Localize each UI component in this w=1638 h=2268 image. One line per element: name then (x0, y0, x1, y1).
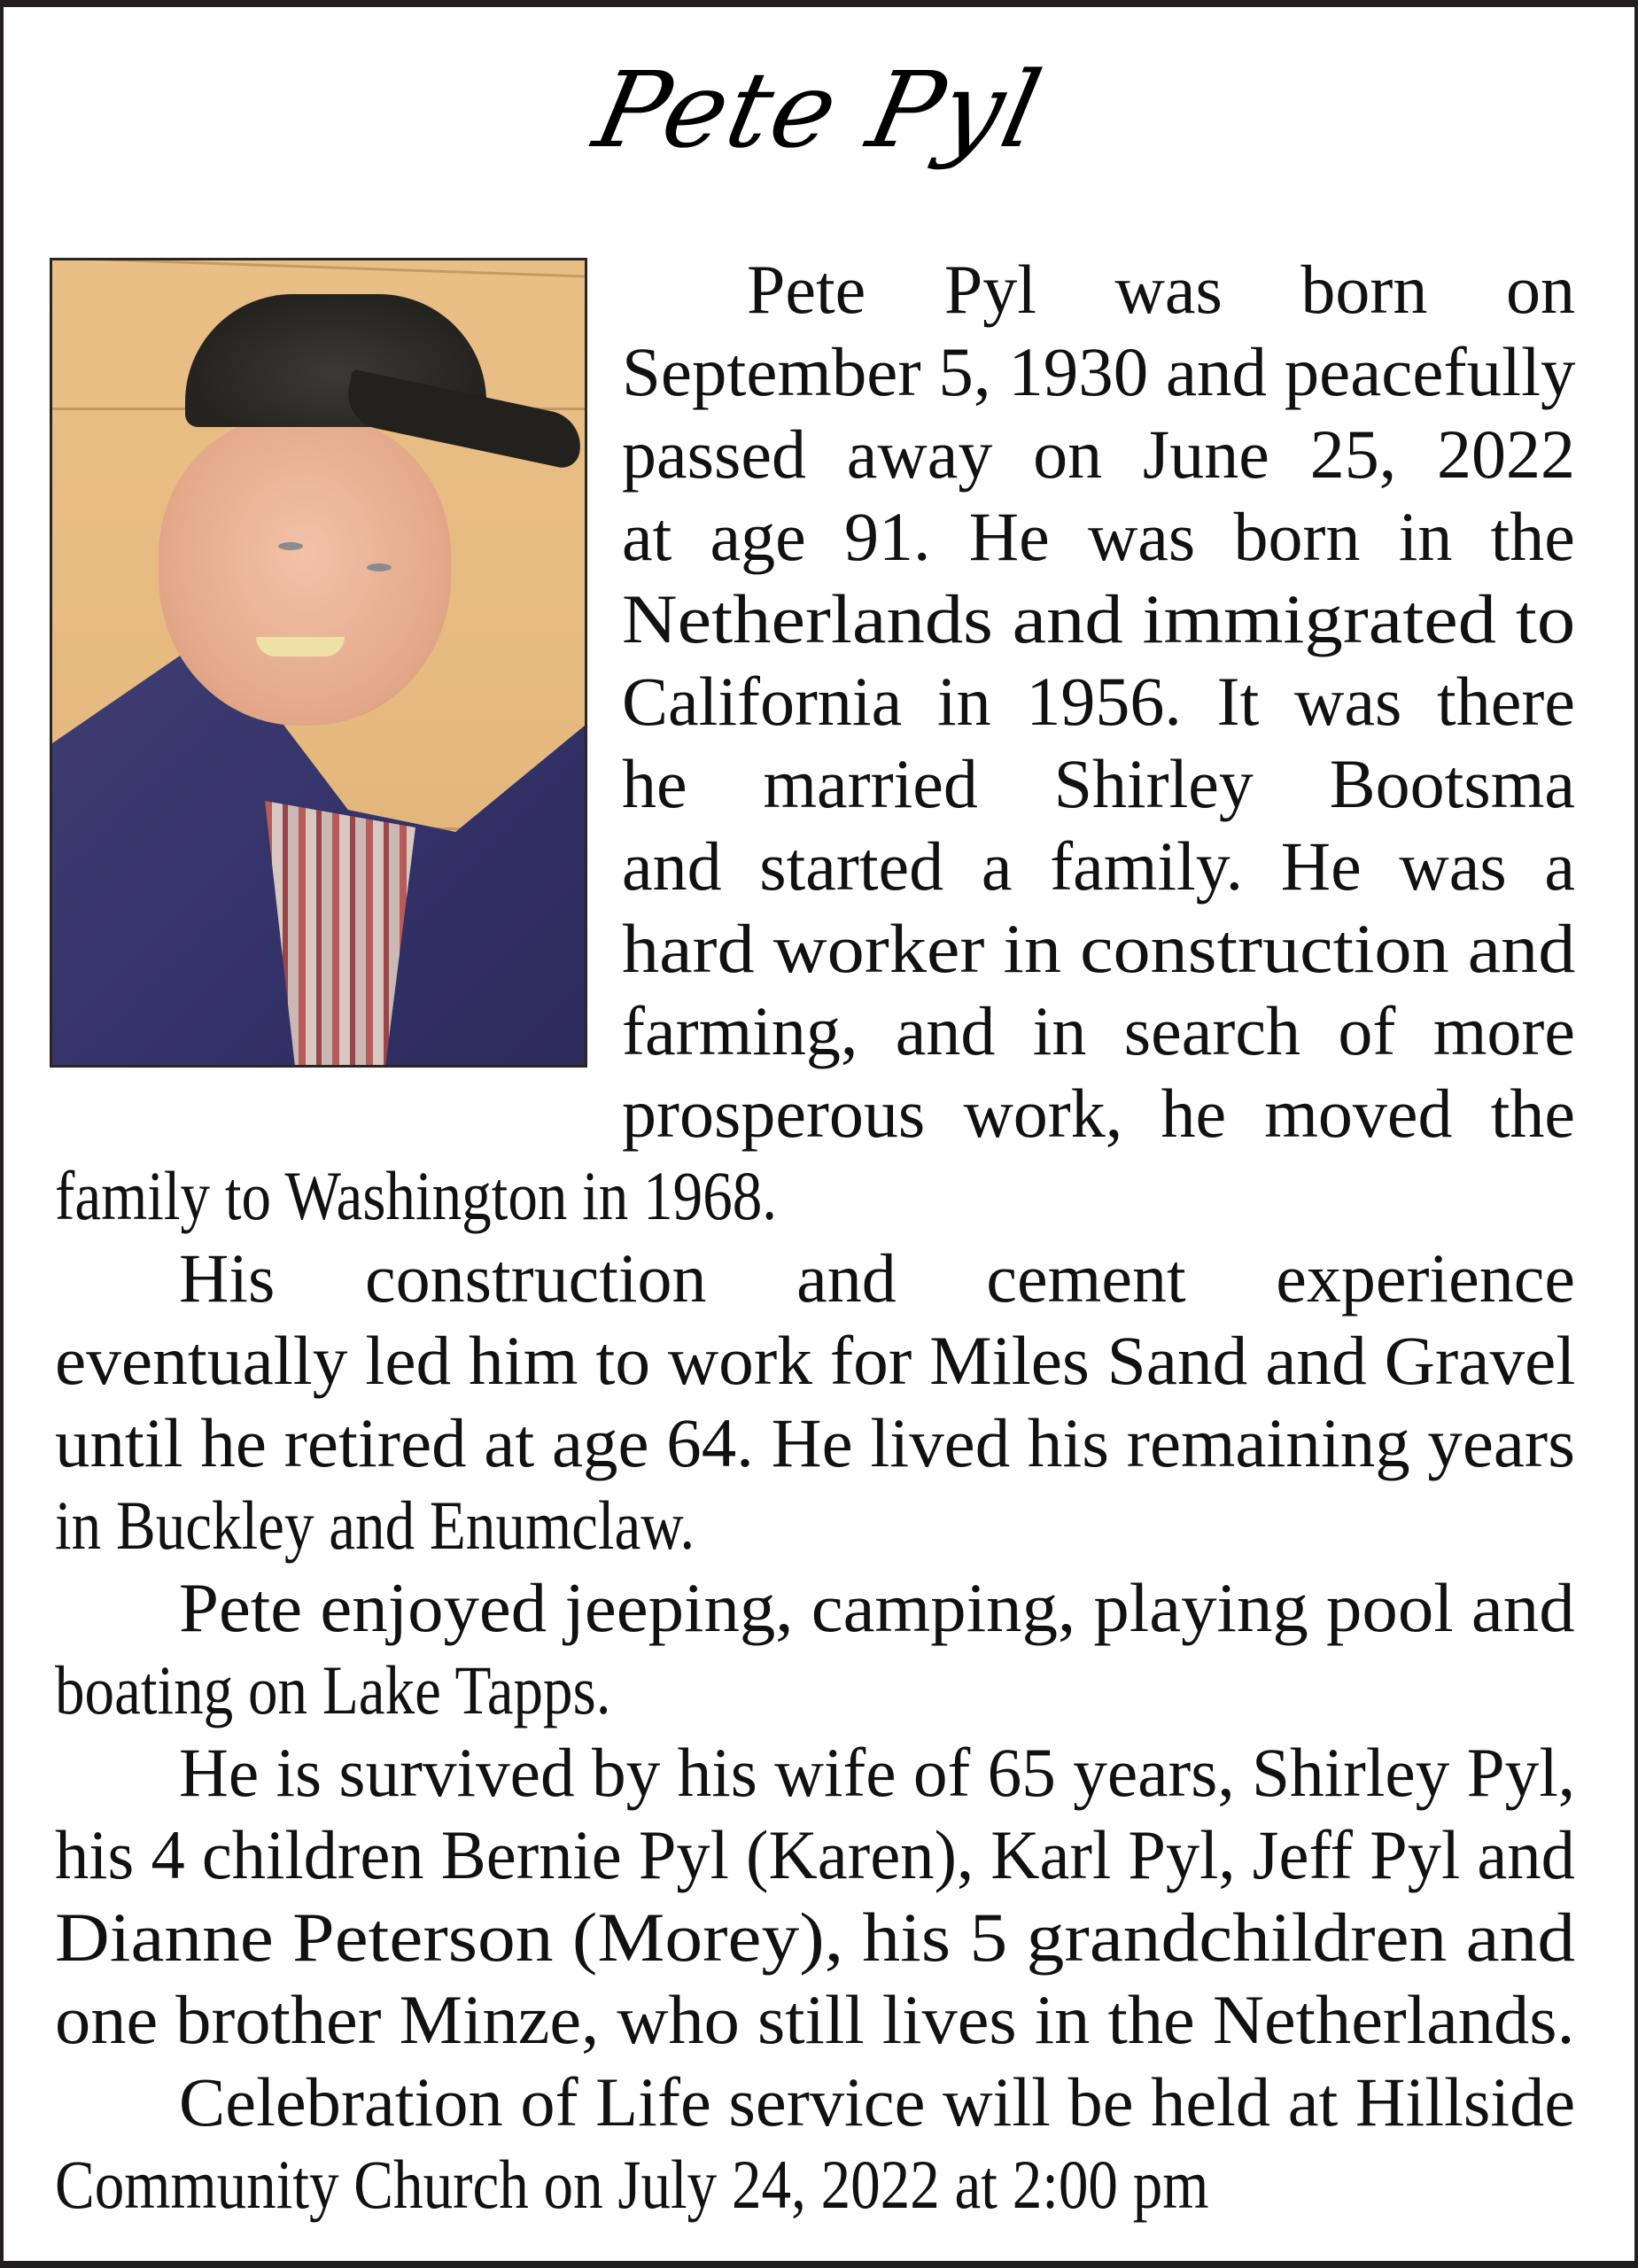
body-line: hard worker in construction and (622, 910, 1576, 987)
body-line: boating on Lake Tapps. (55, 1651, 611, 1728)
body-line (179, 1237, 1575, 1319)
word: June (1142, 416, 1269, 493)
word: in (1398, 498, 1453, 575)
word: he (1161, 1075, 1227, 1152)
word: more (1432, 992, 1575, 1069)
word: the (1490, 1075, 1575, 1152)
word: a (1544, 827, 1575, 905)
wall-board-line (52, 258, 585, 277)
word: on (1505, 251, 1575, 328)
word: It (1216, 663, 1260, 740)
word: and (895, 992, 996, 1069)
body-line (622, 742, 1575, 825)
word: the (1490, 498, 1575, 575)
word: in (1032, 992, 1087, 1069)
word: there (1437, 663, 1575, 740)
word: of (1338, 992, 1396, 1069)
body-line: his 4 children Bernie Pyl (Karen), Karl Pyl, Jeff Pyl and (55, 1816, 1575, 1893)
word: search (1123, 992, 1300, 1069)
word: 25, (1309, 416, 1397, 493)
word: born (1300, 251, 1428, 328)
word: he (622, 745, 687, 822)
word: farming, (622, 992, 858, 1069)
word: passed (622, 416, 806, 493)
word: on (1033, 416, 1103, 493)
word: Shirley (1053, 745, 1254, 822)
word: was (1114, 251, 1223, 328)
word: family. (1050, 827, 1244, 905)
word: at (622, 498, 672, 575)
word: work, (963, 1075, 1123, 1152)
word: experience (1276, 1239, 1575, 1317)
word: California (622, 663, 903, 740)
word: a (981, 827, 1013, 905)
word: construction (364, 1239, 707, 1317)
body-line: Community Church on July 24, 2022 at 2:00 pm (55, 2146, 1209, 2223)
word: He (968, 498, 1050, 575)
body-line: Dianne Peterson (Morey), his 5 grandchildren and (55, 1899, 1576, 1976)
body-line: one brother Minze, who still lives in the Netherlands. (55, 1981, 1575, 2058)
smile (256, 637, 345, 656)
word: Pete (747, 251, 866, 328)
body-line (622, 660, 1575, 742)
title-text: Pete Pyl (585, 49, 1053, 171)
word: moved (1264, 1075, 1453, 1152)
eye (367, 563, 392, 571)
body-line (622, 413, 1575, 495)
word: 1956. (1026, 663, 1182, 740)
word: was (1399, 827, 1507, 905)
word: Pyl (943, 251, 1036, 328)
word: started (759, 827, 944, 905)
body-line: Netherlands and immigrated to (622, 580, 1576, 657)
face (159, 416, 451, 726)
body-line (622, 990, 1575, 1072)
body-line (622, 1072, 1575, 1154)
word: born (1233, 498, 1361, 575)
word: 2022 (1437, 416, 1575, 493)
body-line: family to Washington in 1968. (55, 1157, 778, 1234)
body-line: He is survived by his wife of 65 years, Shirley Pyl, (179, 1734, 1576, 1811)
word: He (1280, 827, 1362, 905)
eye (278, 542, 303, 550)
body-line: eventually led him to work for Miles Sand and Gravel (55, 1322, 1576, 1399)
word: prosperous (622, 1075, 926, 1152)
word: and (622, 827, 722, 905)
body-line: Pete enjoyed jeeping, camping, playing pool and (179, 1569, 1575, 1646)
body-line: in Buckley and Enumclaw. (55, 1487, 695, 1564)
body-line: Celebration of Life service will be held at Hillside (179, 2063, 1576, 2140)
word: 91. (844, 498, 931, 575)
portrait-photo (50, 258, 587, 1068)
word: Bootsma (1329, 745, 1575, 822)
body-line (622, 825, 1575, 907)
word: away (846, 416, 993, 493)
body-line: September 5, 1930 and peacefully (622, 333, 1576, 410)
word: in (936, 663, 991, 740)
body-line (622, 495, 1575, 578)
word: was (1294, 663, 1402, 740)
word: His (179, 1239, 276, 1317)
word: and (796, 1239, 897, 1317)
word: age (710, 498, 806, 575)
word: was (1087, 498, 1196, 575)
body-line: until he retired at age 64. He lived his remaining years (55, 1404, 1575, 1481)
word: cement (986, 1239, 1186, 1317)
word: married (763, 745, 978, 822)
obituary-title (0, 49, 1638, 171)
body-line (747, 248, 1575, 330)
